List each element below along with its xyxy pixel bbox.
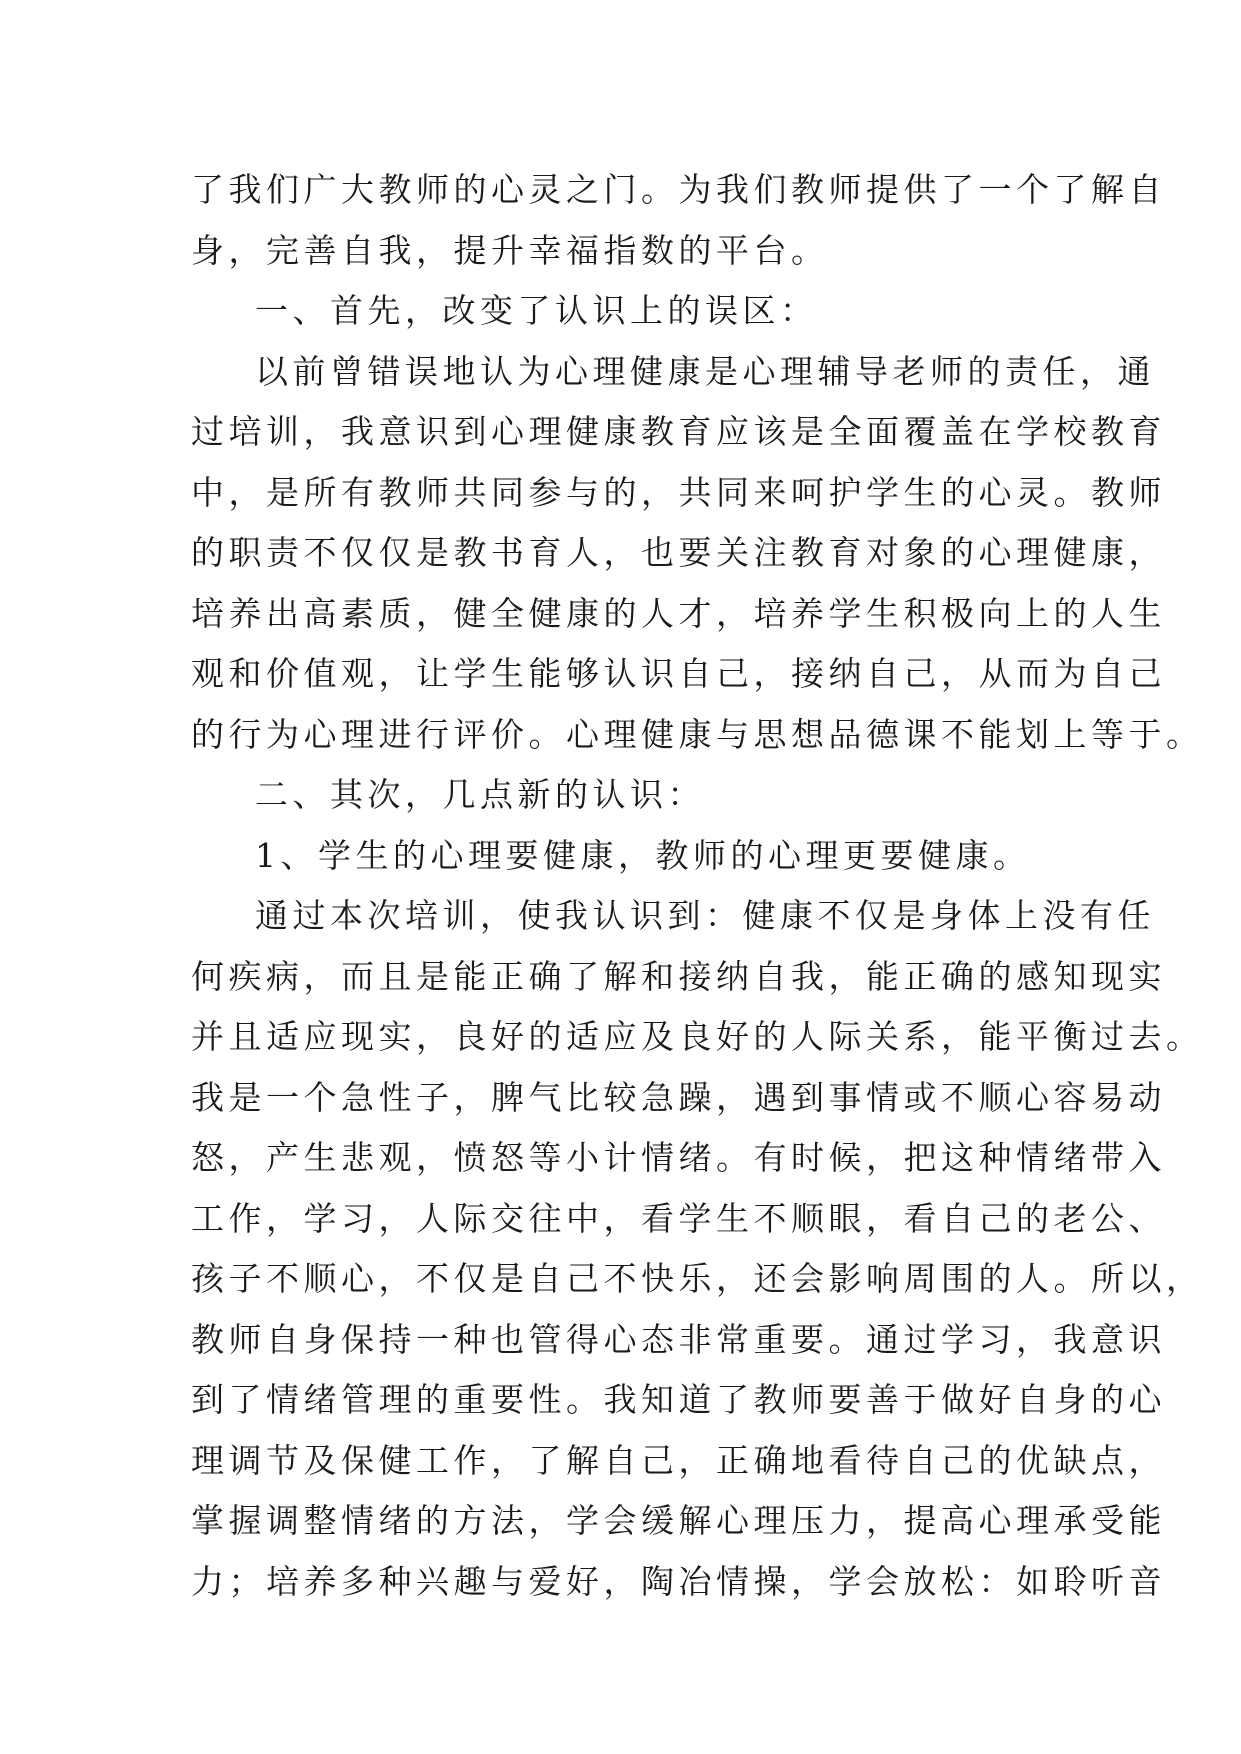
subsection-heading: 1、学生的心理要健康，教师的心理更要健康。 <box>255 835 1031 875</box>
text-line: 我是一个急性子，脾气比较急躁，遇到事情或不顺心容易动 <box>191 1077 1166 1117</box>
text-line: 怒，产生悲观，愤怒等小计情绪。有时候，把这种情绪带入 <box>191 1138 1166 1177</box>
paragraph-start-line: 以前曾错误地认为心理健康是心理辅导老师的责任，通 <box>255 351 1155 391</box>
text-line: 孩子不顺心，不仅是自己不快乐，还会影响周围的人。所以， <box>191 1259 1204 1298</box>
text-line: 何疾病，而且是能正确了解和接纳自我，能正确的感知现实 <box>191 956 1166 996</box>
body-text <box>191 160 1204 1612</box>
text-line: 力；培养多种兴趣与爱好，陶冶情操，学会放松：如聆听音 <box>191 1561 1166 1601</box>
text-line: 中，是所有教师共同参与的，共同来呵护学生的心灵。教师 <box>191 472 1166 512</box>
text-line: 的职责不仅仅是教书育人，也要关注教育对象的心理健康， <box>191 533 1166 572</box>
text-line: 过培训，我意识到心理健康教育应该是全面覆盖在学校教育 <box>191 412 1166 451</box>
text-line: 身，完善自我，提升幸福指数的平台。 <box>191 230 829 270</box>
text-line: 的行为心理进行评价。心理健康与思想品德课不能划上等于。 <box>191 714 1204 754</box>
section-heading: 一、首先，改变了认识上的误区： <box>255 291 818 330</box>
section-heading: 二、其次，几点新的认识： <box>255 775 705 814</box>
text-line: 培养出高素质，健全健康的人才，培养学生积极向上的人生 <box>191 593 1166 633</box>
text-line: 并且适应现实，良好的适应及良好的人际关系，能平衡过去。 <box>191 1017 1204 1056</box>
text-line: 理调节及保健工作，了解自己，正确地看待自己的优缺点， <box>191 1440 1166 1480</box>
text-line: 掌握调整情绪的方法，学会缓解心理压力，提高心理承受能 <box>191 1501 1166 1540</box>
text-line: 教师自身保持一种也管得心态非常重要。通过学习，我意识 <box>191 1319 1166 1359</box>
paragraph-start-line: 通过本次培训，使我认识到：健康不仅是身体上没有任 <box>255 896 1155 935</box>
text-line: 了我们广大教师的心灵之门。为我们教师提供了一个了解自 <box>191 170 1166 209</box>
text-line: 工作，学习，人际交往中，看学生不顺眼，看自己的老公、 <box>191 1198 1166 1238</box>
text-line: 观和价值观，让学生能够认识自己，接纳自己，从而为自己 <box>191 654 1166 693</box>
text-line: 到了情绪管理的重要性。我知道了教师要善于做好自身的心 <box>191 1380 1166 1419</box>
